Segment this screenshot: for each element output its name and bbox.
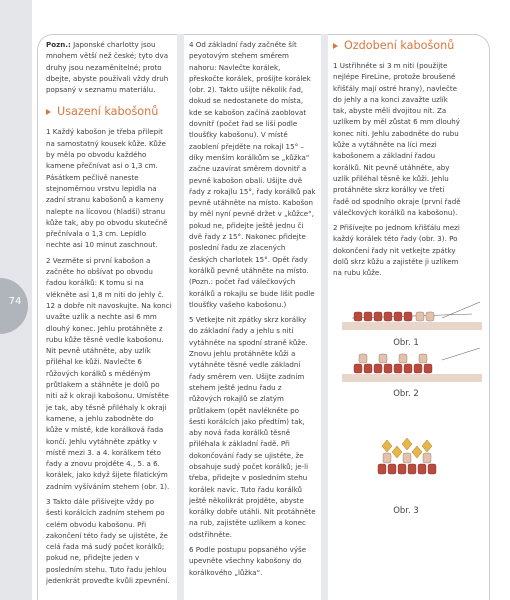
- figure-1-beads-illustration: [342, 298, 482, 338]
- step-3: 3 Takto dále přišívejte vždy po šesti korálcích zadním stehem po celém obvodu kabošonu. Při zakončení této řady se ujistěte, že celá řada má sudý počet korálků; pokud ne, přidejte jeden v posledním stehu. Tuto řadu jehlou jedenkrát proveďte kvůli zpevnění.: [46, 496, 170, 586]
- triangle-bullet-icon: [46, 109, 51, 115]
- figure-2-caption: Obr. 2: [393, 389, 419, 399]
- step-1: 1 Každý kabošon je třeba přilepit na samostatný kousek kůže. Kůže by měla po obvodu každého kamene přečnívat asi o 1,3 cm. Pásátkem pečlivě naneste stejnoměrnou vrstvu lepidla na zadní stranu kabošonů a kameny nalepte na lícovou (hladší) stranu kůže tak, aby po obvodu skutečně přečnívala o 1,3 cm. Lepidlo nechte asi 10 minut zaschnout.: [46, 127, 168, 250]
- heading-text: Ozdobení kabošonů: [344, 39, 455, 52]
- column-divider: [321, 34, 328, 600]
- figure-3-beads-illustration: [368, 436, 446, 482]
- step-5: 5 Vetkejte nit zpátky skrz korálky do základní řady a jehlu s nití vytáhněte na spodní straně kůže. Znovu jehlu protáhněte kůži a vytáhněte těsně vedle základní řady směrem ven. Ušijte zadním stehem ještě jednu řadu z růžových rokajlů se zlatým průtlakem (opět navlékněte po šesti korálcích jako předtím) tak, aby nová řada korálků těsně přiléhala k základní řadě. Při dokončování řady se ujistěte, že obsahuje sudý počet korálků; je-li třeba, přidejte v posledním stehu korálek navíc. Tuto řadu korálků ještě několikrát projděte, abyste korálky dobře utáhli. Nit protáhněte na rub, zajistěte uzlíkem a konec odstřihněte.: [189, 315, 316, 539]
- step-2: 2 Přišívejte po jednom křišťálu mezi každý korálek této řady (obr. 3). Po dokončení řady nit vetkejte zpátky dolů skrz kůžu a zajistěte ji uzlíkem na rubu kůže.: [333, 223, 460, 278]
- step-1: 1 Ustřihněte si 3 m niti (použijte nejlépe FireLine, protože broušené křišťály mají ostré hrany), navlečte do jehly a na konci zavažte uzlík tak, abyste měli dvojitou nit. Za uzlíkem by měl zůstat 6 mm dlouhý konec niti. Jehlu zabodněte do rubu kůže a vytáhněte na líci mezi kabošonem a základní řadou korálků. Nit pevně utáhněte, aby uzlík přiléhal těsně ke kůži. Jehlu protáhněte skrz korálky ve třetí řadě od spodního okraje (první řadě válečkových korálků na kabošonu).: [333, 61, 461, 217]
- page-number: 74: [8, 296, 22, 307]
- step-4: 4 Od základní řady začněte šít peyotovým stehem směrem nahoru: Navlečte korálek, přeskočte korálek, prošijte korálek (obr. 2). Takto ušijte několik řad, dokud se nedostanete do místa, kde se kabošon začíná zaoblovat dovnitř (počet řad se liší podle tloušťky kabošonu). V místě zaoblení přejděte na rokajl 15° – díky menším korálkům se „kůžka“ začne uzavírat směrem dovnitř a pevně kabošon obalí. Ušijte dvě řady z rokajlu 15°, řady korálků pak pevně utáhněte na místo. Kabošon by měl nyní pevně držet v „kůžce“, pokud ne, přidejte ještě jednu či dvě řady z 15°. Nakonec přidejte poslední řadu ze zlacených českých charlotek 15°. Opět řady korálků pevně utáhněte na místo. (Pozn.: počet řad válečkových korálků a rokajlu se bude lišit podle tloušťky vašeho kabošonu.): [189, 40, 316, 309]
- triangle-bullet-icon: [333, 43, 338, 49]
- note: [46, 39, 172, 95]
- note-label: Pozn.:: [46, 40, 71, 49]
- column-2: [189, 39, 316, 582]
- section-heading: [46, 105, 172, 119]
- column-1: [46, 39, 172, 590]
- step-6: 6 Podle postupu popsaného výše upevněte všechny kabošony do korálkového „lůžka“.: [189, 545, 307, 577]
- figure-3-caption: Obr. 3: [393, 506, 419, 516]
- step-2: 2 Vezměte si první kabošon a začněte ho obšívat po obvodu řadou korálků: K tomu si na vlékněte asi 1,8 m niti do jehly č. 12 a dobře nit navoskujte. Na konci uvažte uzlík a nechte asi 6 mm dlouhý konec. Jehlu protáhněte z rubu kůže těsně vedle kabošonu. Nit pevně utáhněte, aby uzlík přiléhal ke kůži. Navlečte 6 růžových korálků s měděným průtlakem a stáhněte je dolů po niti až k okraji kabošonu. Umístěte je tak, aby těsně přiléhaly k okraji kamene, a jehlu zabodněte do kůže v místě, kde korálková řada končí. Jehlu vytáhněte zpátky v místě mezi 3. a 4. korálkem této řady a znovu projděte 4., 5. a 6. korálek, jako když šijete filatickým zadním vyšíváním stehem (obr. 1).: [46, 255, 172, 491]
- section-heading: [333, 39, 461, 53]
- column-3: [333, 39, 461, 283]
- heading-text: Usazení kabošonů: [57, 105, 159, 119]
- figure-2-beads-illustration: [342, 348, 482, 388]
- note-text: Japonské charlotty jsou mnohem větší než české; tyto dva druhy jsou nezaměnitelné; proto dbejte, abyste používali vždy druh popsaný v seznamu materiálu.: [46, 40, 169, 95]
- figure-1-caption: Obr. 1: [393, 338, 419, 348]
- column-divider: [177, 34, 184, 600]
